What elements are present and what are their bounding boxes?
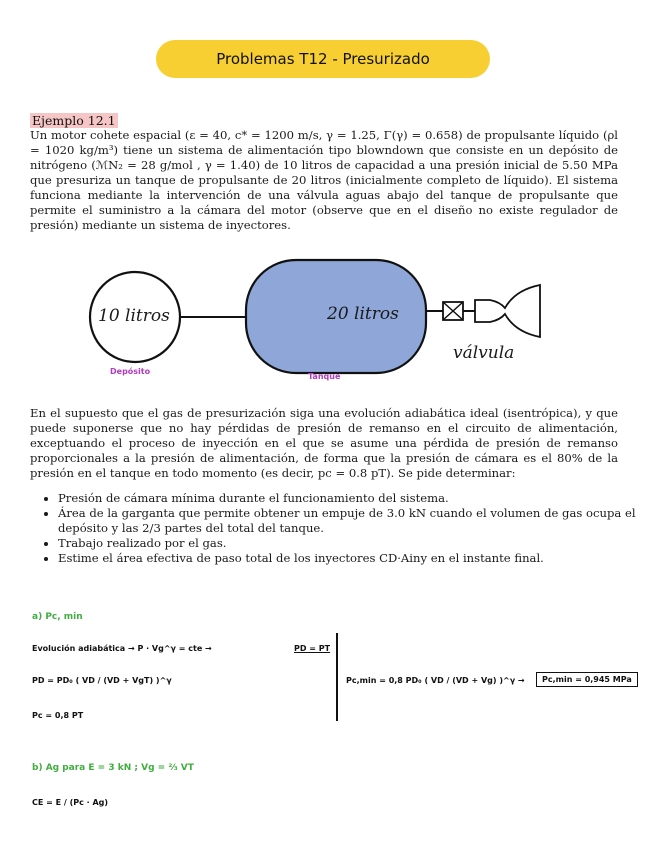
tank-caption: Tanque — [308, 372, 341, 381]
part-a-line2: PD = PD₀ ( VD / (VD + VgT) )^γ — [32, 676, 172, 685]
nozzle-icon — [475, 285, 540, 337]
part-b-line1: CE = E / (Pc · Ag) — [32, 798, 109, 807]
example-title: Ejemplo 12.1 — [32, 113, 116, 128]
deposit-volume-label: 10 litros — [98, 306, 170, 326]
solution-divider — [336, 633, 338, 721]
part-a-right-equation: Pc,min = 0,8 PD₀ ( VD / (VD + Vg) )^γ → — [346, 676, 525, 685]
problem-assumption: En el supuesto que el gas de presurización siga una evolución adiabática ideal (isentrópica), y que puede suponerse que no hay pérdidas de presión de remanso en el circuito de alimentación, exceptuando el proceso de inyección en el que se asume una pérdida de presión de remanso proporcionales a la presión de alimentación, de forma que la presión de cámara es el 80% de la presión en el tanque en todo momento (es decir, pc = 0.8 pT). Se pide determinar: — [30, 406, 618, 480]
problem-intro: Un motor cohete espacial (ε = 40, c* = 1200 m/s, γ = 1.25, Γ(γ) = 0.658) de propulsante líquido (ρl = 1020 kg/m³) tiene un sistema de alimentación tipo blowndown que consiste en un depósito de nitrógeno (ℳN₂ = 28 g/mol , γ = 1.40) de 10 litros de capacidad a una presión inicial de 5.50 MPa que presuriza un tanque de propulsante de 20 litros (inicialmente completo de líquido). El sistema funciona mediante la intervención de una válvula aguas abajo del tanque de propulsante que permite el suministro a la cámara del motor (observe que en el diseño no existe regulador de presión) mediante un sistema de inyectores. — [30, 128, 618, 232]
list-item: • Área de la garganta que permite obtener un empuje de 3.0 kN cuando el volumen de gas ocupa el depósito y las 2/3 partes del total del tanque. — [58, 506, 646, 536]
deposit-caption: Depósito — [110, 367, 151, 376]
valve-label: válvula — [453, 343, 515, 363]
list-item: • Presión de cámara mínima durante el funcionamiento del sistema. — [58, 491, 646, 506]
part-a-result-box: Pc,min = 0,945 MPa — [536, 672, 638, 687]
requirements-list — [30, 491, 646, 566]
list-item: • Estime el área efectiva de paso total de los inyectores CD·Ainy en el instante final. — [58, 551, 646, 566]
page-title: Problemas T12 - Presurizado — [216, 50, 430, 68]
tank-volume-label: 20 litros — [327, 304, 399, 324]
part-a-label: a) Pc, min — [32, 612, 83, 622]
list-item: • Trabajo realizado por el gas. — [58, 536, 646, 551]
part-a-line1-result: PD = PT — [294, 644, 331, 653]
part-a-line3: Pc = 0,8 PT — [32, 711, 84, 720]
part-b-label: b) Ag para E = 3 kN ; Vg = ⅔ VT — [32, 763, 194, 773]
part-a-line1: Evolución adiabática → P · Vg^γ = cte → — [32, 644, 212, 653]
